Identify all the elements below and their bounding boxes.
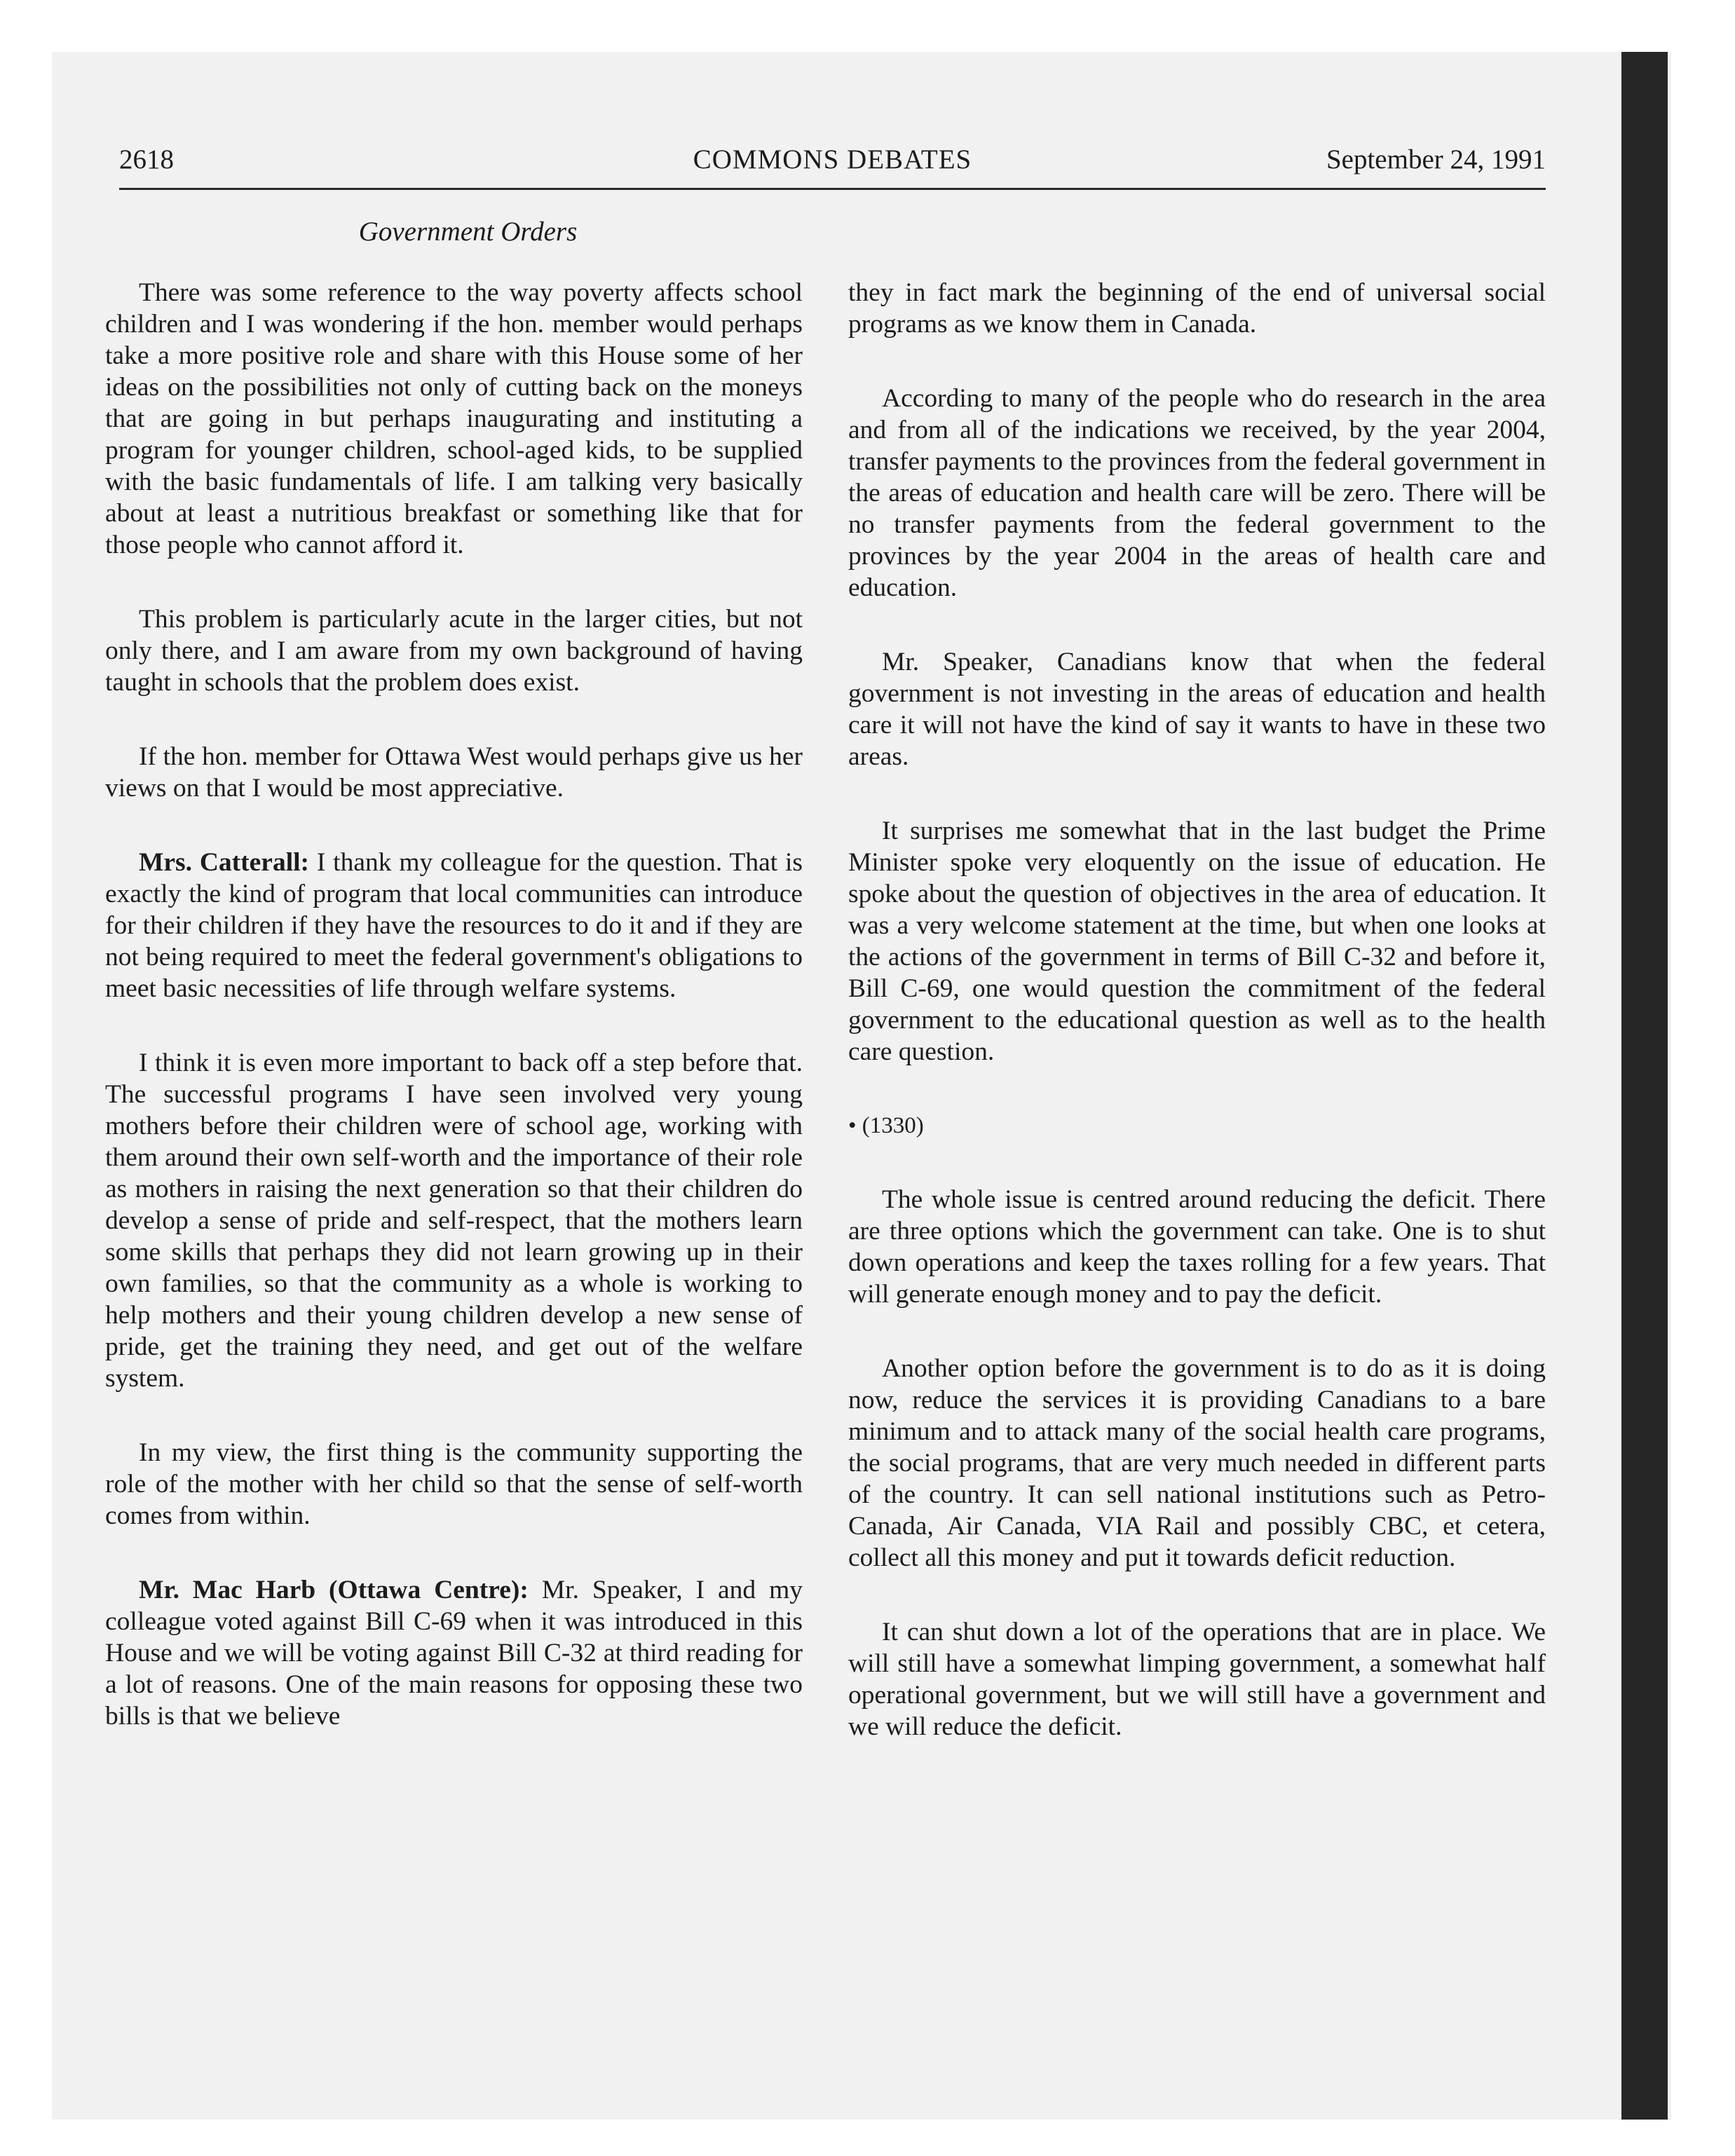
scan-edge-shadow xyxy=(1621,52,1668,2120)
speech-text: I thank my colleague for the question. That is exactly the kind of program that local communities can introduce for their children if they have the resources to do it and if they are not being required to meet the federal government's obligations to meet basic necessities of life through welfare systems. xyxy=(105,848,803,1003)
paragraph: Mr. Speaker, Canadians know that when the federal government is not investing in the areas of education and health care it will not have the kind of say it wants to have in these two areas. xyxy=(848,648,1546,771)
page-header xyxy=(119,142,1546,178)
paragraph: Another option before the government is to do as it is doing now, reduce the services it is providing Canadians to a bare minimum and to attack many of the social health care programs, the social programs, that are very much needed in different parts of the country. It can sell national institutions such as Petro-Canada, Air Canada, VIA Rail and possibly CBC, et cetera, collect all this money and put it towards deficit reduction. xyxy=(848,1354,1546,1572)
left-column xyxy=(105,277,803,1775)
speaker-name: Mrs. Catterall: xyxy=(139,848,310,877)
speech-paragraph xyxy=(105,847,803,1004)
speaker-name: Mr. Mac Harb (Ottawa Centre): xyxy=(139,1576,529,1604)
paragraph: In my view, the first thing is the community supporting the role of the mother with her child so that the sense of self-worth comes from within. xyxy=(105,1438,803,1530)
paragraph: If the hon. member for Ottawa West would perhaps give us her views on that I would be most appreciative. xyxy=(105,742,803,803)
paragraph: I think it is even more important to back off a step before that. The successful programs I have seen involved very young mothers before their children were of school age, working with them around their own self-worth and the importance of their role as mothers in raising the next generation so that their children do develop a sense of pride and self-respect, that the mothers learn some skills that perhaps they did not learn growing up in their own families, so that the community as a whole is working to help mothers and their young children develop a new sense of pride, get the training they need, and get out of the welfare system. xyxy=(105,1049,803,1393)
time-marker: • (1330) xyxy=(848,1113,924,1138)
paragraph: There was some reference to the way poverty affects school children and I was wondering if the hon. member would perhaps take a more positive role and share with this House some of her ideas on the possibilities not only of cutting back on the moneys that are going in but perhaps inaugurating and instituting a program for younger children, school-aged kids, to be supplied with the basic fundamentals of life. I am talking very basically about at least a nutritious breakfast or something like that for those people who cannot afford it. xyxy=(105,278,803,559)
page-number: 2618 xyxy=(119,144,174,175)
speech-text: Mr. Speaker, I and my colleague voted against Bill C-69 when it was introduced in this House and we will be voting against Bill C-32 at third reading for a lot of reasons. One of the main reasons for opposing these two bills is that we believe xyxy=(105,1576,803,1731)
paragraph: It surprises me somewhat that in the last budget the Prime Minister spoke very eloquently on the issue of education. He spoke about the question of objectives in the area of education. It was a very welcome statement at the time, but when one looks at the actions of the government in terms of Bill C-32 and before it, Bill C-69, one would question the commitment of the federal government to the educational question as well as to the health care question. xyxy=(848,817,1546,1066)
right-column xyxy=(848,277,1546,1785)
paragraph: It can shut down a lot of the operations that are in place. We will still have a somewhat limping government, a somewhat half operational government, but we will still have a government and we will reduce the deficit. xyxy=(848,1618,1546,1741)
speech-paragraph xyxy=(105,1574,803,1732)
section-title: Government Orders xyxy=(358,217,578,247)
paragraph: This problem is particularly acute in the larger cities, but not only there, and I am aware from my own background of having taught in schools that the problem does exist. xyxy=(105,605,803,697)
paragraph: According to many of the people who do research in the area and from all of the indications we received, by the year 2004, transfer payments to the provinces from the federal government in the areas of education and health care will be zero. There will be no transfer payments from the federal government to the provinces by the year 2004 in the areas of health care and education. xyxy=(848,384,1546,602)
publication-title: COMMONS DEBATES xyxy=(693,144,972,175)
publication-date: September 24, 1991 xyxy=(1326,144,1546,175)
paragraph: The whole issue is centred around reducing the deficit. There are three options which the government can take. One is to shut down operations and keep the taxes rolling for a few years. That will generate enough money and to pay the deficit. xyxy=(848,1185,1546,1309)
header-rule xyxy=(119,188,1546,190)
paragraph-continued: they in fact mark the beginning of the end of universal social programs as we know them in Canada. xyxy=(848,278,1546,339)
